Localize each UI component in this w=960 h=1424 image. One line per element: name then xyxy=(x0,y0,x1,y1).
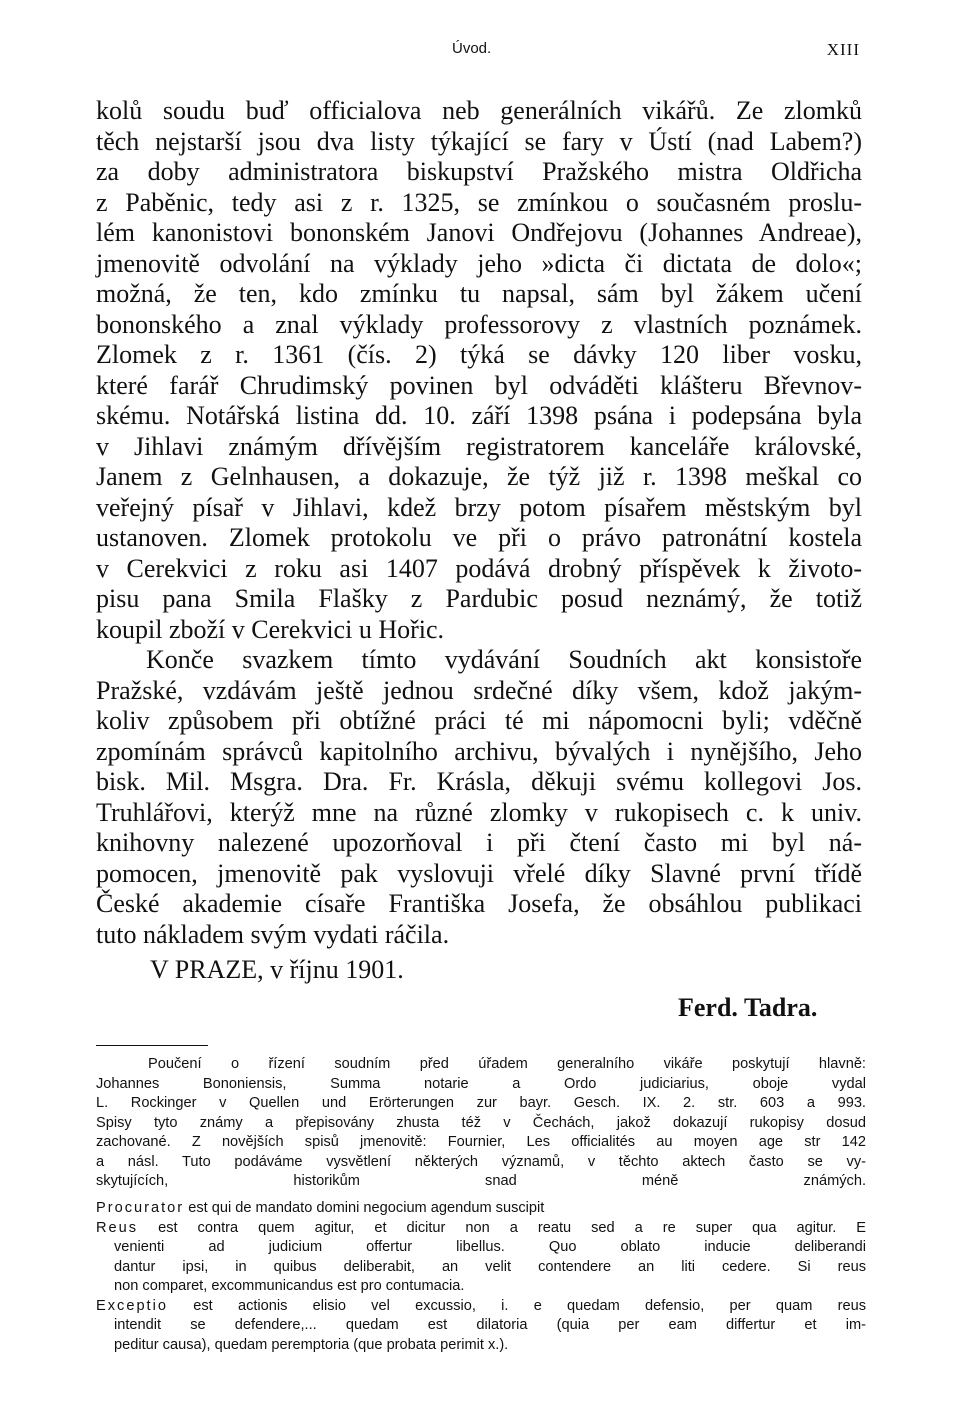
footnote-rule xyxy=(96,1045,208,1046)
footnote xyxy=(96,1055,866,1192)
text-line: těch nejstarší jsou dva listy týkající se fary v Ústí (nad Labem?) xyxy=(96,126,862,156)
text-line: lém kanonistovi bononském Janovi Ondřejovu (Johannes Andreae), xyxy=(96,218,862,247)
text-line: v Jihlavi známým dřívějším registratorem kanceláře královské, xyxy=(96,431,862,461)
text-line: pisu pana Smila Flašky z Pardubic posud neznámý, že totiž xyxy=(96,584,862,613)
text-line: kolů soudu buď officialova neb generálních vikářů. Ze zlomků xyxy=(96,96,862,125)
glossary-text: est qui de mandato domini negocium agendum suscipit xyxy=(188,1200,545,1216)
footnote-line: Spisy tyto známy a přepisovány zhusta též v Čechách, jakož dokazují rukopisy dosud xyxy=(96,1114,866,1131)
text-line: Truhlářovi, kterýž mne na různé zlomky v rukopisech c. k univ. xyxy=(96,797,862,827)
glossary-line xyxy=(96,1199,866,1219)
text-line: České akademie císaře Františka Josefa, že obsáhlou publikaci xyxy=(96,889,862,918)
text-line: tuto nákladem svým vydati ráčila. xyxy=(96,919,450,949)
paragraph-1 xyxy=(96,96,862,645)
text-line: jmenovitě odvolání na výklady jeho »dicta či dictata de dolo«; xyxy=(96,248,862,278)
glossary-text: est contra quem agitur, et dicitur non a reatu sed a re super qua agitur. E xyxy=(158,1219,866,1236)
text-line: z Paběnic, tedy asi z r. 1325, se zmínkou o současném proslu- xyxy=(96,187,862,217)
text-line: Janem z Gelnhausen, a dokazuje, že týž již r. 1398 meškal co xyxy=(96,462,862,491)
glossary-line: intendit se defendere,... quedam est dilatoria (quia per eam differtur et im- xyxy=(114,1317,866,1333)
text-line: za doby administratora biskupství Pražského mistra Oldřicha xyxy=(96,157,862,186)
text-line: Pražské, vzdávám ještě jednou srdečné díky všem, kdož jakým- xyxy=(96,675,862,705)
glossary-entry-reus xyxy=(96,1219,866,1297)
text-line: Zlomek z r. 1361 (čís. 2) týká se dávky 120 liber vosku, xyxy=(96,340,862,369)
running-header xyxy=(96,40,866,64)
glossary-term: Procurator xyxy=(96,1200,185,1216)
text-line: skému. Notářská listina dd. 10. září 1398 psána i podepsána byla xyxy=(96,401,862,430)
footnote-line: Poučení o řízení soudním před úřadem generalního vikáře poskytují hlavně: xyxy=(148,1056,866,1072)
footnote-line: a násl. Tuto podáváme vysvětlení některých významů, v těchto aktech často se vy- xyxy=(96,1153,866,1170)
main-text xyxy=(96,96,862,950)
glossary-line xyxy=(96,1219,866,1239)
text-line: které farář Chrudimský povinen byl odváděti klášteru Břevnov- xyxy=(96,370,862,400)
glossary-text: est actionis elisio vel excussio, i. e quedam defensio, per quam reus xyxy=(193,1297,866,1314)
footnote-line: skytujících, historikům snad méně známých. xyxy=(96,1173,866,1189)
text-line: v Cerekvici z roku asi 1407 podává drobný příspěvek k životo- xyxy=(96,553,862,583)
text-line: možná, že ten, kdo zmínku tu napsal, sám byl žákem učení xyxy=(96,279,862,308)
text-line: bononského a znal výklady professorovy z vlastních poznámek. xyxy=(96,309,862,339)
footnote-line: Johannes Bononiensis, Summa notarie a Ordo judiciarius, oboje vydal xyxy=(96,1075,866,1092)
glossary xyxy=(96,1199,866,1355)
glossary-term: Reus xyxy=(96,1219,139,1236)
footnote-line: L. Rockinger v Quellen und Erörterungen zur bayr. Gesch. IX. 2. str. 603 a 993. xyxy=(96,1095,866,1111)
glossary-line: venienti ad judicium offertur libellus. Quo oblato inducie deliberandi xyxy=(114,1239,866,1255)
glossary-line: peditur causa), quedam peremptoria (que probata perimit x.). xyxy=(114,1336,509,1353)
glossary-line: non comparet, excommunicandus est pro contumacia. xyxy=(114,1278,465,1294)
text-line: ustanoven. Zlomek protokolu ve při o právo patronátní kostela xyxy=(96,523,862,552)
text-line: veřejný písař v Jihlavi, kdež brzy potom písařem městským byl xyxy=(96,492,862,522)
footnote-line: zachované. Z novějších spisů jmenovitě: Fournier, Les officialités au moyen age str 142 xyxy=(96,1134,866,1150)
glossary-entry-exceptio xyxy=(96,1297,866,1356)
glossary-line: dantur ipsi, in quibus deliberabit, an velit contendere an liti cedere. Si reus xyxy=(114,1258,866,1275)
glossary-term: Exceptio xyxy=(96,1297,168,1314)
text-line: koupil zboží v Cerekvici u Hořic. xyxy=(96,614,445,644)
text-line: Konče svazkem tímto vydávání Soudních akt konsistoře xyxy=(146,645,862,674)
paragraph-2 xyxy=(96,645,862,950)
glossary-entry-procurator xyxy=(96,1199,866,1219)
text-line: bisk. Mil. Msgra. Dra. Fr. Krásla, děkuji svému kollegovi Jos. xyxy=(96,767,862,796)
text-line: koliv způsobem při obtížné práci té mi nápomocni byli; vděčně xyxy=(96,706,862,735)
header-title: Úvod. xyxy=(452,40,492,57)
text-line: zpomínám správců kapitolního archivu, bývalých i nynějšího, Jeho xyxy=(96,736,862,766)
text-line: knihovny nalezené upozorňoval i při čtení často mi byl ná- xyxy=(96,828,862,857)
text-line: pomocen, jmenovitě pak vyslovuji vřelé díky Slavné první třídě xyxy=(96,858,862,888)
page-number: XIII xyxy=(826,40,860,59)
signature: Ferd. Tadra. xyxy=(678,993,818,1022)
glossary-line xyxy=(96,1297,866,1317)
place-date: V PRAZE, v říjnu 1901. xyxy=(150,955,404,984)
